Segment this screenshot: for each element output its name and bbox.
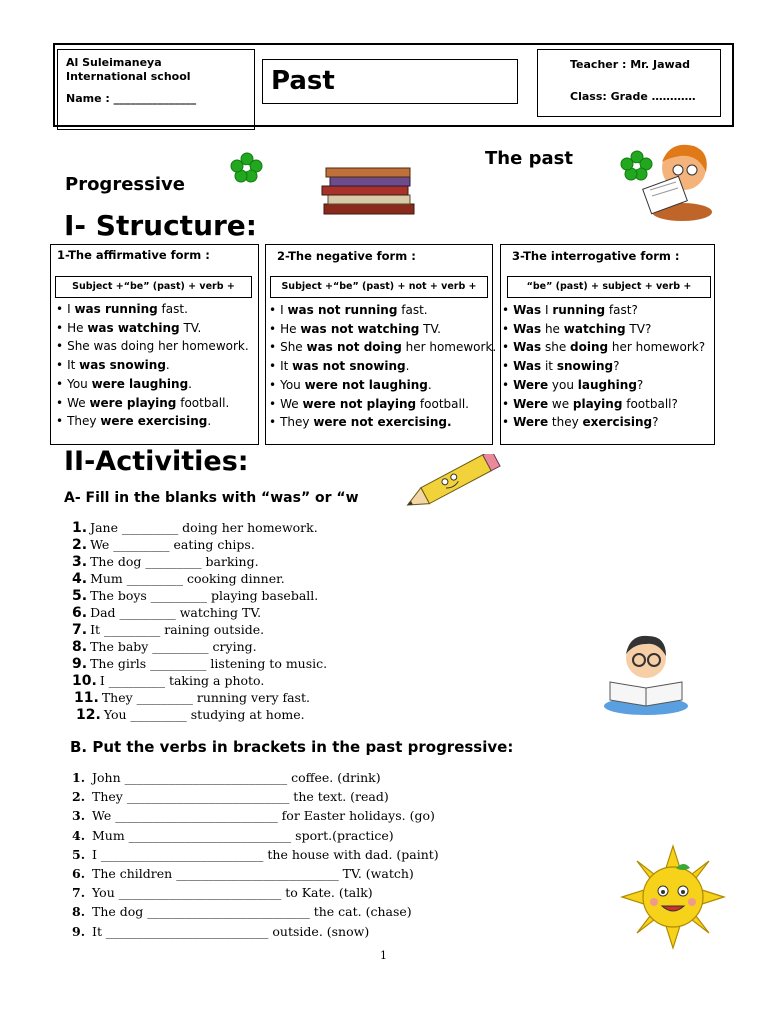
form-formula: Subject +“be” (past) + verb +	[55, 276, 252, 298]
activities-heading: II-Activities:	[64, 446, 249, 477]
activity-a-list	[72, 519, 327, 723]
teacher-name: Teacher : Mr. Jawad	[570, 58, 691, 71]
sun-image	[620, 844, 726, 950]
form-title: 1-The affirmative form :	[57, 248, 210, 262]
example-item: • He was watching TV.	[56, 319, 249, 338]
page-number: 1	[380, 949, 387, 962]
exercise-a-item: 5. The boys _________ playing baseball.	[72, 588, 319, 604]
activity-b-list	[72, 768, 439, 941]
teacher-box	[537, 49, 721, 117]
exercise-a-item: 11. They _________ running very fast.	[74, 690, 310, 706]
affirmative-examples	[56, 300, 249, 431]
example-item: • Were they exercising?	[502, 413, 705, 432]
subtitle-line2: Progressive	[65, 174, 185, 195]
example-item: • Were we playing football?	[502, 395, 705, 414]
exercise-a-item: 6. Dad _________ watching TV.	[72, 605, 262, 621]
exercise-b-item: 8. The dog __________________________ the cat. (chase)	[72, 904, 412, 920]
exercise-a-item: 8. The baby _________ crying.	[72, 639, 257, 655]
example-item: • It was snowing.	[56, 356, 249, 375]
interrogative-examples	[502, 301, 705, 432]
example-item: • You were laughing.	[56, 375, 249, 394]
title-box	[262, 59, 518, 104]
form-formula: Subject +“be” (past) + not + verb +	[270, 276, 488, 298]
exercise-a-item: 10. I _________ taking a photo.	[72, 673, 265, 689]
exercise-a-item: 3. The dog _________ barking.	[72, 554, 259, 570]
example-item: • We were not playing football.	[269, 395, 496, 414]
example-item: • Were you laughing?	[502, 376, 705, 395]
exercise-b-item: 2. They __________________________ the text. (read)	[72, 789, 389, 805]
activity-b-title: B. Put the verbs in brackets in the past progressive:	[70, 738, 514, 756]
name-field: Name : _______________	[66, 92, 197, 105]
example-item: • She was not doing her homework.	[269, 338, 496, 357]
exercise-b-item: 9. It __________________________ outside. (snow)	[72, 923, 370, 939]
exercise-a-item: 2. We _________ eating chips.	[72, 537, 255, 553]
example-item: • They were not exercising.	[269, 413, 496, 432]
interrogative-form-box	[500, 244, 715, 445]
exercise-a-item: 12. You _________ studying at home.	[76, 707, 305, 723]
subtitle-line1: The past	[485, 148, 573, 169]
example-item: • They were exercising.	[56, 412, 249, 431]
pencil-image	[398, 454, 508, 510]
example-item: • He was not watching TV.	[269, 320, 496, 339]
exercise-b-item: 4. Mum __________________________ sport.(practice)	[72, 827, 394, 843]
example-item: • We were playing football.	[56, 394, 249, 413]
school-name: Al Suleimaneya International school	[66, 56, 191, 83]
affirmative-form-box	[50, 244, 259, 445]
exercise-b-item: 1. John __________________________ coffee. (drink)	[72, 770, 381, 785]
class-grade: Class: Grade …………	[570, 90, 696, 103]
example-item: • It was not snowing.	[269, 357, 496, 376]
kid-reading-image	[600, 630, 692, 716]
negative-examples	[269, 301, 496, 432]
activity-a-title: A- Fill in the blanks with “was” or “w	[64, 490, 359, 506]
exercise-a-item: 1. Jane _________ doing her homework.	[72, 520, 318, 536]
example-item: • Was she doing her homework?	[502, 338, 705, 357]
example-item: • Was I running fast?	[502, 301, 705, 320]
form-formula: “be” (past) + subject + verb +	[507, 276, 711, 298]
page-title: Past	[271, 66, 335, 96]
clover-icon	[230, 151, 264, 185]
exercise-a-item: 4. Mum _________ cooking dinner.	[72, 571, 285, 587]
form-title: 2-The negative form :	[277, 249, 416, 263]
negative-form-box	[265, 244, 497, 445]
boy-reading-image	[636, 138, 718, 222]
example-item: • Was it snowing?	[502, 357, 705, 376]
form-title: 3-The interrogative form :	[512, 249, 680, 263]
school-box	[57, 49, 255, 130]
example-item: • She was doing her homework.	[56, 337, 249, 356]
structure-heading: I- Structure:	[64, 209, 257, 242]
books-image	[318, 164, 420, 218]
exercise-b-item: 3. We __________________________ for Easter holidays. (go)	[72, 808, 435, 824]
exercise-a-item: 9. The girls _________ listening to music.	[72, 656, 328, 672]
example-item: • I was running fast.	[56, 300, 249, 319]
example-item: • You were not laughing.	[269, 376, 496, 395]
example-item: • Was he watching TV?	[502, 320, 705, 339]
exercise-a-item: 7. It _________ raining outside.	[72, 622, 265, 638]
exercise-b-item: 7. You __________________________ to Kate. (talk)	[72, 885, 373, 901]
example-item: • I was not running fast.	[269, 301, 496, 320]
exercise-b-item: 6. The children __________________________ TV. (watch)	[72, 865, 414, 881]
exercise-b-item: 5. I __________________________ the house with dad. (paint)	[72, 846, 439, 862]
